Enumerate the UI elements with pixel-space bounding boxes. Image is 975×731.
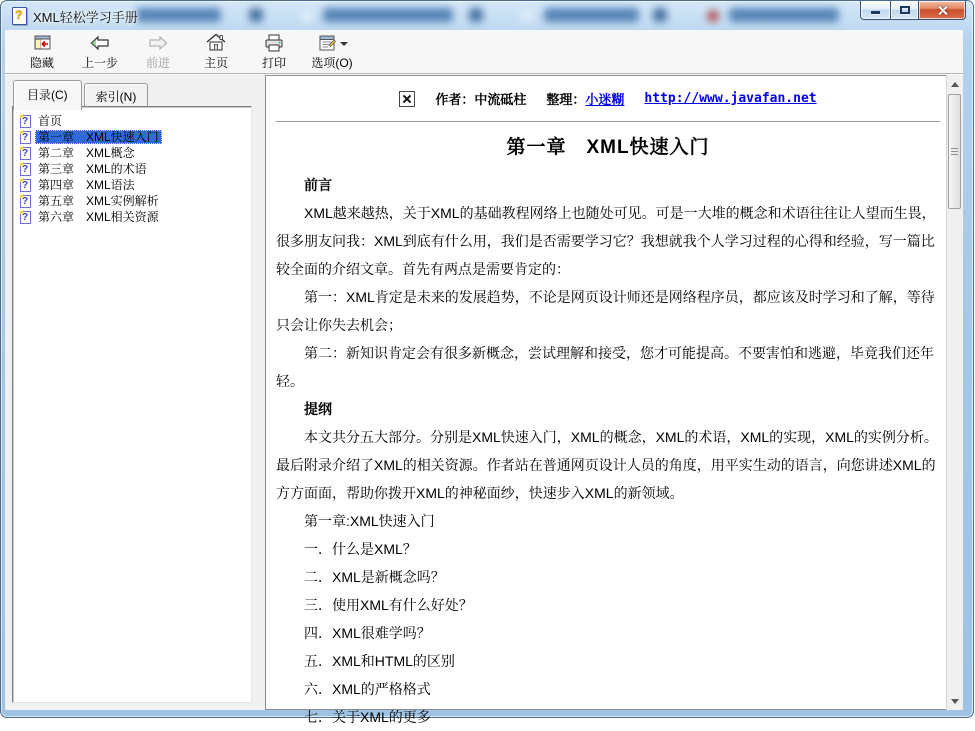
options-button-label: 选项(O) bbox=[311, 56, 353, 70]
header-divider bbox=[276, 121, 940, 122]
print-button-label: 打印 bbox=[261, 56, 286, 70]
topic-page bbox=[276, 80, 940, 725]
navigation-pane bbox=[5, 75, 265, 710]
scroll-up-button[interactable] bbox=[947, 76, 963, 92]
back-icon bbox=[89, 32, 111, 53]
options-icon bbox=[317, 32, 348, 53]
help-topic-icon bbox=[20, 131, 31, 144]
help-topic-icon bbox=[20, 163, 31, 176]
back-button-label: 上一步 bbox=[81, 56, 118, 70]
scroll-up-icon bbox=[951, 82, 959, 87]
editor-link[interactable]: 小迷糊 bbox=[585, 92, 625, 107]
tree-item-label: 第二章 XML概念 bbox=[38, 146, 135, 160]
section-heading: 前言 bbox=[304, 177, 332, 193]
paragraph: 本文共分五大部分。分别是XML快速入门，XML的概念，XML的术语，XML的实现，XML的实例分析。最后附录介绍了XML的相关资源。作者站在普通网页设计人员的角度，用平实生动的语言，向您讲述XML的方方面面，帮助你拨开XML的神秘面纱，快速步入XML的新领域。 bbox=[276, 429, 938, 501]
forward-icon bbox=[147, 32, 169, 53]
section-heading: 提纲 bbox=[304, 401, 332, 417]
maximize-button[interactable] bbox=[890, 1, 919, 20]
list-item: 一．什么是XML？ bbox=[304, 541, 417, 557]
list-item: 二．XML是新概念吗？ bbox=[304, 569, 445, 585]
paragraph: 第一：XML肯定是未来的发展趋势，不论是网页设计师还是网络程序员，都应该及时学习和了解，等待只会让你失去机会； bbox=[276, 289, 935, 333]
tree-item-label: 第六章 XML相关资源 bbox=[38, 210, 159, 224]
paragraph: XML越来越热，关于XML的基础教程网络上也随处可见。可是一大堆的概念和术语往往让人望而生畏，很多朋友问我：XML到底有什么用，我们是否需要学习它？我想就我个人学习过程的心得和经验，写一篇比较全面的介绍文章。首先有两点是需要肯定的： bbox=[276, 205, 936, 277]
help-topic-icon bbox=[20, 195, 31, 208]
author-text: 作者：中流砥柱 bbox=[435, 92, 527, 107]
tree-item-label: 第三章 XML的术语 bbox=[38, 162, 147, 176]
home-button-label: 主页 bbox=[203, 56, 228, 70]
list-item: 三．使用XML有什么好处？ bbox=[304, 597, 473, 613]
page-header bbox=[276, 80, 940, 108]
help-topic-icon bbox=[20, 115, 31, 128]
scroll-down-icon bbox=[951, 699, 959, 704]
client-area bbox=[5, 30, 963, 725]
window-title: XML轻松学习手册 bbox=[33, 10, 138, 25]
editor-label: 整理： bbox=[546, 92, 586, 107]
tree-item-chapter5[interactable] bbox=[17, 193, 249, 209]
forward-button[interactable] bbox=[129, 31, 187, 72]
tree-item-label: 首页 bbox=[38, 114, 63, 128]
help-topic-icon bbox=[20, 211, 31, 224]
list-item: 四．XML很难学吗？ bbox=[304, 625, 431, 641]
tree-item-chapter6[interactable] bbox=[17, 209, 249, 225]
print-icon bbox=[263, 32, 285, 53]
list-item: 七．关于XML的更多 bbox=[304, 709, 431, 725]
chapter-title: 第一章 XML快速入门 bbox=[506, 137, 710, 158]
window-controls bbox=[860, 1, 966, 20]
options-button[interactable] bbox=[303, 31, 361, 72]
print-button[interactable] bbox=[245, 31, 303, 72]
paragraph: 第一章:XML快速入门 bbox=[304, 513, 435, 529]
maximize-icon bbox=[900, 6, 910, 14]
minimize-icon bbox=[871, 11, 880, 14]
close-icon bbox=[937, 5, 948, 16]
back-button[interactable] bbox=[71, 31, 129, 72]
toolbar bbox=[5, 30, 963, 74]
broken-image-icon bbox=[399, 91, 415, 107]
list-item: 五．XML和HTML的区别 bbox=[304, 653, 455, 669]
list-item: 六．XML的严格格式 bbox=[304, 681, 431, 697]
tree-item-label: 第四章 XML语法 bbox=[38, 178, 135, 192]
help-topic-icon bbox=[20, 179, 31, 192]
close-button[interactable] bbox=[919, 1, 966, 20]
options-dropdown-arrow-icon bbox=[340, 42, 348, 46]
tree-item-home[interactable] bbox=[17, 113, 249, 129]
tree-item-chapter1[interactable] bbox=[17, 129, 249, 145]
titlebar[interactable] bbox=[1, 1, 975, 30]
tree-item-label: 第一章 XML快速入门 bbox=[35, 130, 162, 144]
chm-help-icon bbox=[12, 7, 27, 25]
home-icon bbox=[205, 32, 227, 53]
tab-index[interactable]: 索引(N) bbox=[84, 83, 149, 110]
tab-contents[interactable]: 目录(C) bbox=[13, 80, 82, 110]
contents-tree bbox=[13, 107, 251, 225]
site-link[interactable]: http://www.javafan.net bbox=[644, 91, 817, 106]
scrollbar-thumb[interactable] bbox=[948, 94, 961, 209]
forward-button-label: 前进 bbox=[145, 56, 170, 70]
help-topic-icon bbox=[20, 147, 31, 160]
tree-item-chapter3[interactable] bbox=[17, 161, 249, 177]
home-button[interactable] bbox=[187, 31, 245, 72]
hide-icon bbox=[32, 32, 52, 53]
topic-content-pane bbox=[265, 75, 963, 725]
scroll-down-button[interactable] bbox=[947, 693, 963, 709]
tree-item-label: 第五章 XML实例解析 bbox=[38, 194, 159, 208]
contents-tree-panel bbox=[12, 106, 252, 703]
content-scrollbar[interactable] bbox=[946, 75, 963, 710]
hide-button[interactable] bbox=[13, 31, 71, 72]
editor-text bbox=[546, 89, 624, 108]
minimize-button[interactable] bbox=[860, 1, 890, 20]
hide-button-label: 隐藏 bbox=[29, 56, 54, 70]
tree-item-chapter2[interactable] bbox=[17, 145, 249, 161]
tree-item-chapter4[interactable] bbox=[17, 177, 249, 193]
paragraph: 第二：新知识肯定会有很多新概念，尝试理解和接受，您才可能提高。不要害怕和逃避，毕竟我们还年轻。 bbox=[276, 345, 934, 389]
